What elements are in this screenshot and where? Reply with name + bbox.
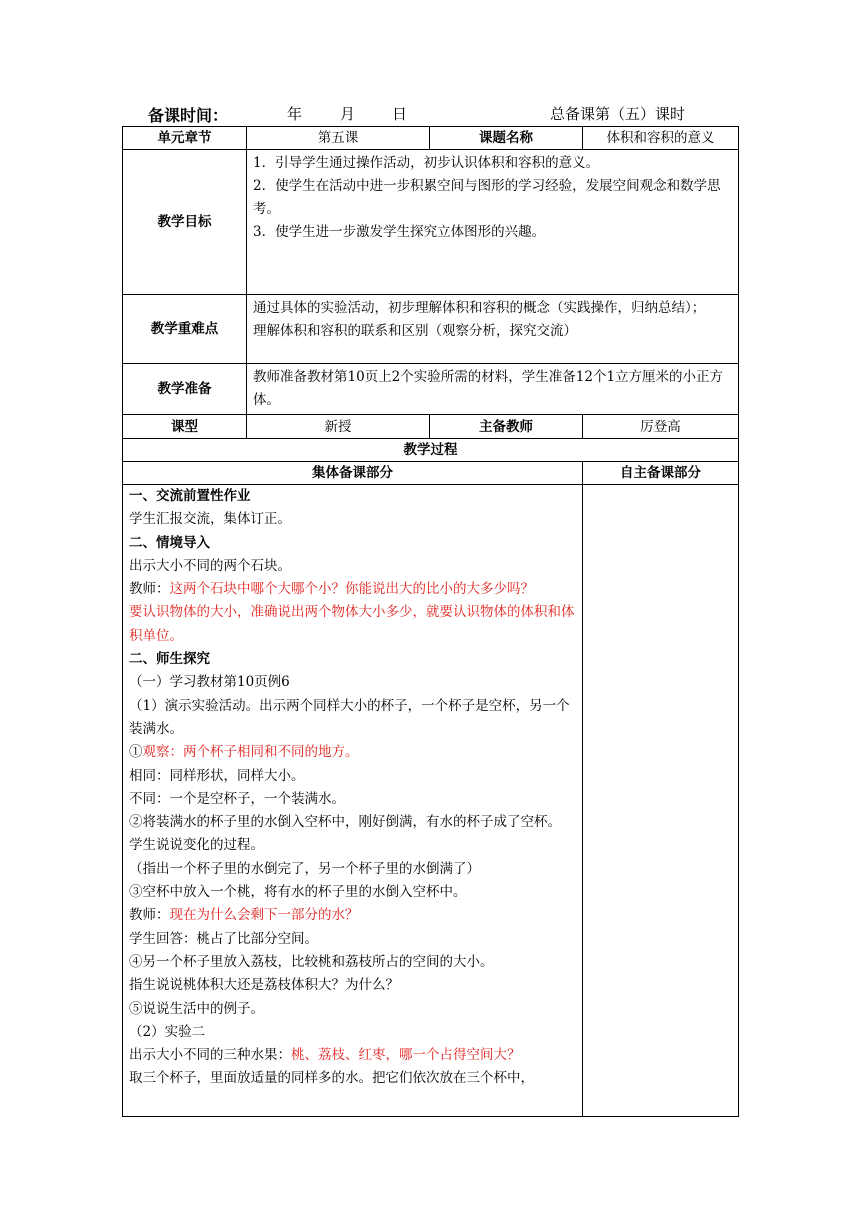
lesson-plan-table: [122, 126, 739, 1117]
process-title: 教学过程: [123, 439, 739, 462]
month-label: 月: [340, 105, 356, 123]
process-line: （1）演示实验活动。出示两个同样大小的杯子，一个杯子是空杯，另一个装满水。: [129, 697, 570, 737]
highlighted-question: 观察：两个杯子相同和不同的地方。: [142, 744, 359, 761]
highlighted-question: 这两个石块中哪个大哪个小？你能说出大的比小的大多少吗？: [169, 581, 534, 598]
process-line: 相同：同样形状，同样大小。: [129, 767, 305, 784]
process-title-row: [123, 439, 739, 462]
line-text: 出示大小不同的三种水果：: [129, 1047, 291, 1064]
process-line: （2）实验二: [129, 1023, 206, 1040]
lesson-count: 总备课第（五）课时: [550, 105, 686, 123]
process-line: ③空杯中放入一个桃，将有水的杯子里的水倒入空杯中。: [129, 884, 467, 901]
objective-item: 1．引导学生通过操作活动，初步认识体积和容积的意义。: [253, 155, 600, 171]
prep-cell: [247, 364, 739, 415]
process-line: 学生说说变化的过程。: [129, 837, 264, 854]
unit-row: [123, 127, 739, 150]
highlighted-question: 桃、荔枝、红枣，哪一个占得空间大？: [291, 1047, 521, 1064]
document-header: [126, 103, 738, 125]
speaker-label: 教师：: [129, 581, 170, 598]
prep-label: 教学准备: [123, 364, 247, 415]
section-heading: 一、交流前置性作业: [129, 488, 251, 504]
section-heading: 二、师生探究: [129, 651, 210, 668]
process-line: （指出一个杯子里的水倒完了，另一个杯子里的水倒满了）: [129, 860, 480, 877]
process-line: ④另一个杯子里放入荔枝，比较桃和荔枝所占的空间的大小。: [129, 953, 494, 970]
process-line: （一）学习教材第10页例6: [129, 674, 290, 691]
process-line: 学生汇报交流，集体订正。: [129, 511, 291, 528]
prep-row: [123, 364, 739, 415]
teacher-value: 厉登高: [583, 415, 739, 439]
objective-item: 3．使学生进一步激发学生探究立体图形的兴趣。: [253, 224, 546, 240]
process-line: 学生回答：桃占了比部分空间。: [129, 930, 318, 947]
process-line: [129, 578, 576, 601]
prep-text: 教师准备教材第10页上2个实验所需的材料，学生准备12个1立方厘米的小正方体。: [253, 369, 724, 408]
process-line: 出示大小不同的两个石块。: [129, 557, 291, 574]
step-marker: ①: [129, 744, 143, 761]
highlighted-question: 现在为什么会剩下一部分的水？: [169, 907, 359, 924]
prep-time-label: 备课时间：: [148, 106, 229, 125]
speaker-label: 教师：: [129, 907, 170, 924]
key-points-label: 教学重难点: [123, 295, 247, 364]
process-line: ②将装满水的杯子里的水倒入空杯中，刚好倒满，有水的杯子成了空杯。: [129, 814, 561, 831]
key-points-cell: [247, 295, 739, 364]
key-point-item: 通过具体的实验活动，初步理解体积和容积的概念（实践操作，归纳总结）；: [253, 300, 706, 316]
process-content-row: [123, 485, 739, 1117]
type-label: 课型: [123, 415, 247, 439]
unit-label: 单元章节: [123, 127, 247, 150]
process-line: [129, 741, 576, 764]
objectives-row: [123, 150, 739, 295]
topic-label: 课题名称: [430, 127, 583, 150]
self-content: [583, 485, 739, 1117]
process-line: 指生说说桃体积大还是荔枝体积大？为什么？: [129, 977, 399, 994]
objective-item: 2．使学生在活动中进一步积累空间与图形的学习经验，发展空间观念和数学思考。: [253, 178, 721, 217]
collective-content: [123, 485, 583, 1117]
process-columns-row: [123, 462, 739, 485]
collective-column-header: 集体备课部分: [123, 462, 583, 485]
highlighted-line: 要认识物体的大小，准确说出两个物体大小多少，就要认识物体的体积和体积单位。: [129, 604, 575, 644]
process-line: 取三个杯子，里面放适量的同样多的水。把它们依次放在三个杯中，: [129, 1070, 534, 1087]
day-label: 日: [392, 105, 408, 123]
teacher-label: 主备教师: [430, 415, 583, 439]
process-line: 不同：一个是空杯子，一个装满水。: [129, 790, 345, 807]
process-line: [129, 904, 576, 927]
objectives-cell: [247, 150, 739, 295]
objectives-label: 教学目标: [123, 150, 247, 295]
year-label: 年: [287, 105, 303, 123]
self-column-header: 自主备课部分: [583, 462, 739, 485]
process-line: ⑤说说生活中的例子。: [129, 1000, 264, 1017]
type-value: 新授: [247, 415, 430, 439]
process-line: [129, 1044, 576, 1067]
key-points-row: [123, 295, 739, 364]
topic-value: 体积和容积的意义: [583, 127, 739, 150]
type-row: [123, 415, 739, 439]
section-heading: 二、情境导入: [129, 534, 210, 551]
key-point-item: 理解体积和容积的联系和区别（观察分析，探究交流）: [253, 323, 577, 339]
unit-value: 第五课: [247, 127, 430, 150]
